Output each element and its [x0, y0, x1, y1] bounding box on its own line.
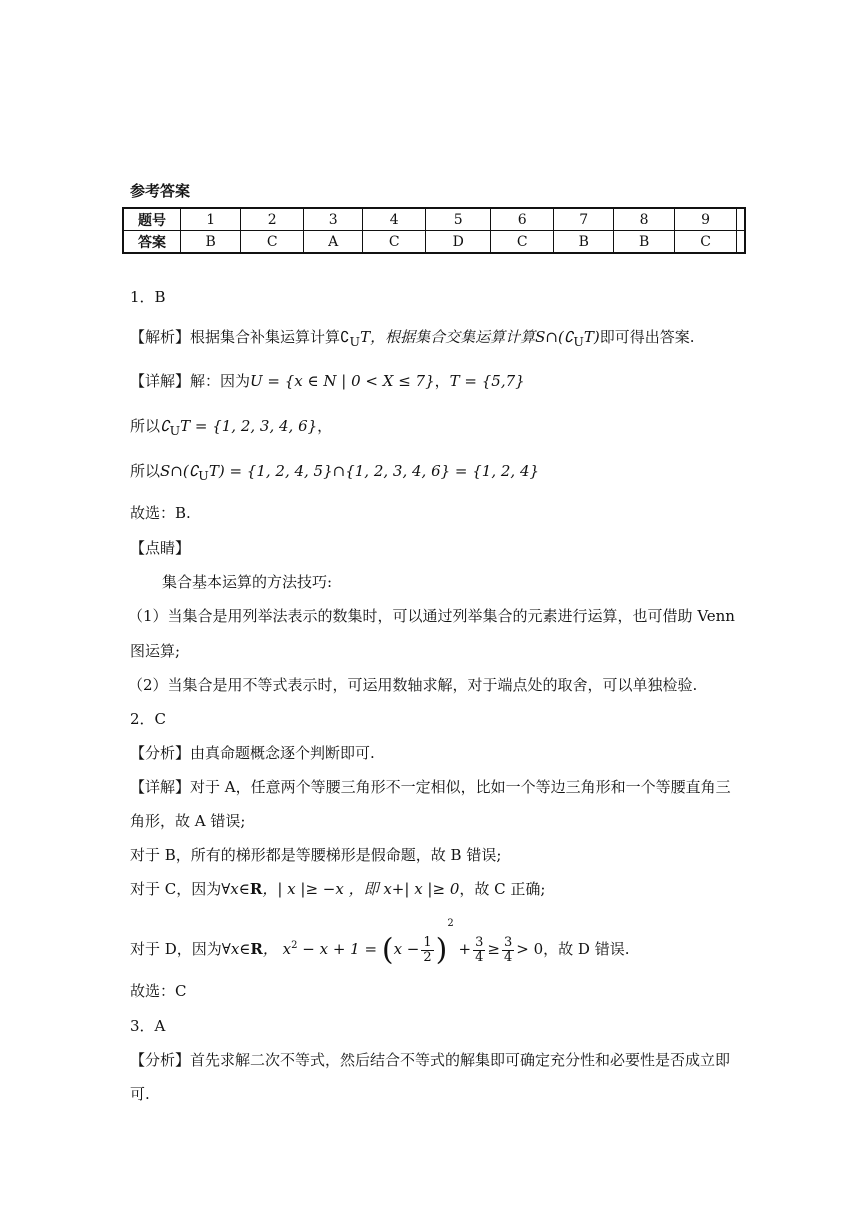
answer-key-heading: 参考答案: [130, 182, 191, 200]
fraction-three-quarters: $\frac{3}{4}$: [503, 934, 513, 965]
table-cell: B: [181, 231, 241, 254]
q1-analysis: 【解析】根据集合补集运算计算$∁_UT$，根据集合交集运算计算$S\cap(∁_UT)$即可得出答案.: [130, 328, 695, 349]
q1-detail: 【详解】解：因为U = {x ∈ N | 0 < X ≤ 7}，T = {5,7}: [130, 372, 525, 390]
table-cell: A: [303, 231, 362, 254]
answer-table: [122, 207, 746, 254]
q2-choice: 故选：C: [130, 982, 187, 1000]
q2-item-d: 对于 D，因为∀x∈R， $x^2 - x + 1 = (x$ − $\frac{1}{2}$ )$^2$ + $\frac{3}{4}$ ≥ $\frac{3}{4}$ > 0，故 D 错误.: [130, 918, 630, 968]
q1-choice: 故选：B.: [130, 504, 191, 522]
q1-step2: 所以$S\cap(∁_UT) = \{1$, 2, 4, 5}∩{1, 2, 3, 4, 6} = {1, 2, 4}: [130, 462, 540, 483]
q2-detail-a: 【详解】对于 A，任意两个等腰三角形不一定相似，比如一个等边三角形和一个等腰直角三: [130, 778, 731, 796]
table-cell: [737, 231, 745, 254]
table-cell: 4: [363, 208, 426, 231]
table-cell: D: [426, 231, 491, 254]
table-row: [123, 231, 745, 254]
table-cell: 1: [181, 208, 241, 231]
table-cell: 7: [554, 208, 614, 231]
table-cell: 3: [303, 208, 362, 231]
q3-title: 3．A: [130, 1017, 166, 1035]
q1-tip-label: 【点睛】: [130, 539, 191, 557]
q1-step1: 所以$∁_UT = \{1$, 2, 3, 4, 6}，: [130, 417, 333, 438]
q2-item-c: 对于 C，因为∀x∈R，| x |≥ −x ，即 x+| x |≥ 0，故 C 正确;: [130, 880, 546, 898]
q2-analysis: 【分析】由真命题概念逐个判断即可.: [130, 744, 375, 762]
q3-analysis-a: 【分析】首先求解二次不等式，然后结合不等式的解集即可确定充分性和必要性是否成立即: [130, 1051, 731, 1069]
q1-tip2: （2）当集合是用不等式表示时，可运用数轴求解，对于端点处的取舍，可以单独检验.: [128, 676, 698, 694]
table-cell: 8: [614, 208, 674, 231]
q2-item-b: 对于 B，所有的梯形都是等腰梯形是假命题，故 B 错误;: [130, 846, 502, 864]
fraction-three-quarters: $\frac{3}{4}$: [475, 934, 484, 965]
table-cell: C: [491, 231, 554, 254]
table-cell: C: [363, 231, 426, 254]
table-row: [123, 208, 745, 231]
q3-analysis-b: 可.: [130, 1085, 150, 1103]
table-cell: B: [614, 231, 674, 254]
q1-tip1-a: （1）当集合是用列举法表示的数集时，可以通过列举集合的元素进行运算，也可借助 Venn: [128, 607, 735, 625]
q2-detail-b: 角形，故 A 错误;: [130, 812, 246, 830]
table-cell: C: [241, 231, 304, 254]
table-cell: 2: [241, 208, 304, 231]
table-cell: 9: [674, 208, 737, 231]
table-cell: 5: [426, 208, 491, 231]
q1-title: 1．B: [130, 288, 166, 306]
row-label-number: 题号: [123, 208, 181, 231]
table-cell: [737, 208, 745, 231]
table-cell: C: [674, 231, 737, 254]
table-cell: B: [554, 231, 614, 254]
fraction-half: $\frac{1}{2}$: [423, 934, 432, 965]
q2-title: 2．C: [130, 710, 167, 728]
row-label-answer: 答案: [123, 231, 181, 254]
table-cell: 6: [491, 208, 554, 231]
q1-tip1-b: 图运算;: [130, 642, 181, 660]
q1-tip-title: 集合基本运算的方法技巧:: [162, 573, 333, 591]
